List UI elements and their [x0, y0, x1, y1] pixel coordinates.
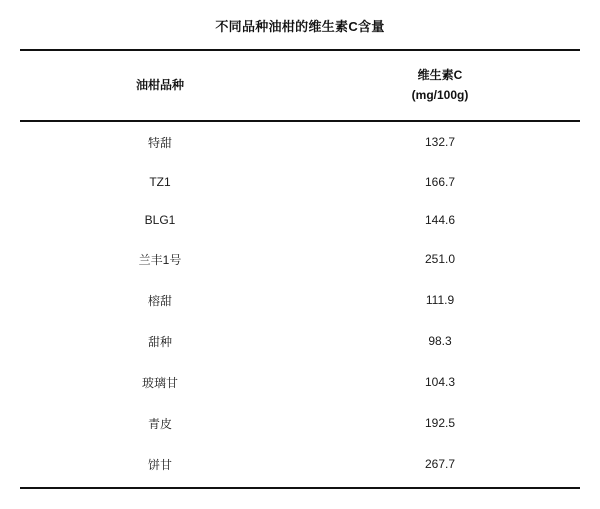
column-header-vitamin-c: [300, 50, 580, 121]
cell-vitamin-c: 192.5: [424, 416, 456, 431]
table-row: [20, 121, 580, 163]
cell-vitamin-c: 166.7: [424, 174, 456, 189]
cell-variety: 饼甘: [20, 444, 300, 488]
column-header-vitamin-c-name: 维生素C: [417, 68, 463, 82]
cell-variety: 兰丰1号: [138, 252, 182, 267]
cell-vitamin-c: 144.6: [424, 212, 456, 227]
table-row: [20, 321, 580, 362]
cell-variety: 榕甜: [147, 293, 172, 308]
column-header-vitamin-c-unit: (mg/100g): [411, 88, 469, 103]
cell-vitamin-c: 132.7: [424, 135, 456, 150]
cell-vitamin-c: 104.3: [424, 375, 456, 390]
table-row: [20, 444, 580, 488]
table-row: [20, 362, 580, 403]
cell-variety: 甜种: [147, 334, 172, 349]
table-header: [20, 50, 580, 121]
cell-vitamin-c: 98.3: [428, 334, 452, 349]
cell-variety: 青皮: [147, 416, 172, 431]
cell-variety: BLG1: [144, 212, 176, 227]
cell-vitamin-c: 267.7: [300, 444, 580, 488]
vitamin-c-table: [20, 49, 580, 489]
cell-variety: TZ1: [149, 174, 171, 189]
cell-vitamin-c: 251.0: [424, 252, 456, 267]
table-row: [20, 280, 580, 321]
table-row: [20, 201, 580, 239]
table-body: [20, 121, 580, 488]
table-row: [20, 163, 580, 201]
cell-variety: 特甜: [147, 135, 172, 150]
column-header-variety: 油柑品种: [20, 50, 300, 121]
table-row: [20, 239, 580, 280]
page-title: 不同品种油柑的维生素C含量: [215, 19, 385, 34]
table-header-row: [20, 50, 580, 121]
cell-variety: 玻璃甘: [141, 375, 178, 390]
cell-vitamin-c: 111.9: [425, 293, 455, 308]
table-row: [20, 403, 580, 444]
